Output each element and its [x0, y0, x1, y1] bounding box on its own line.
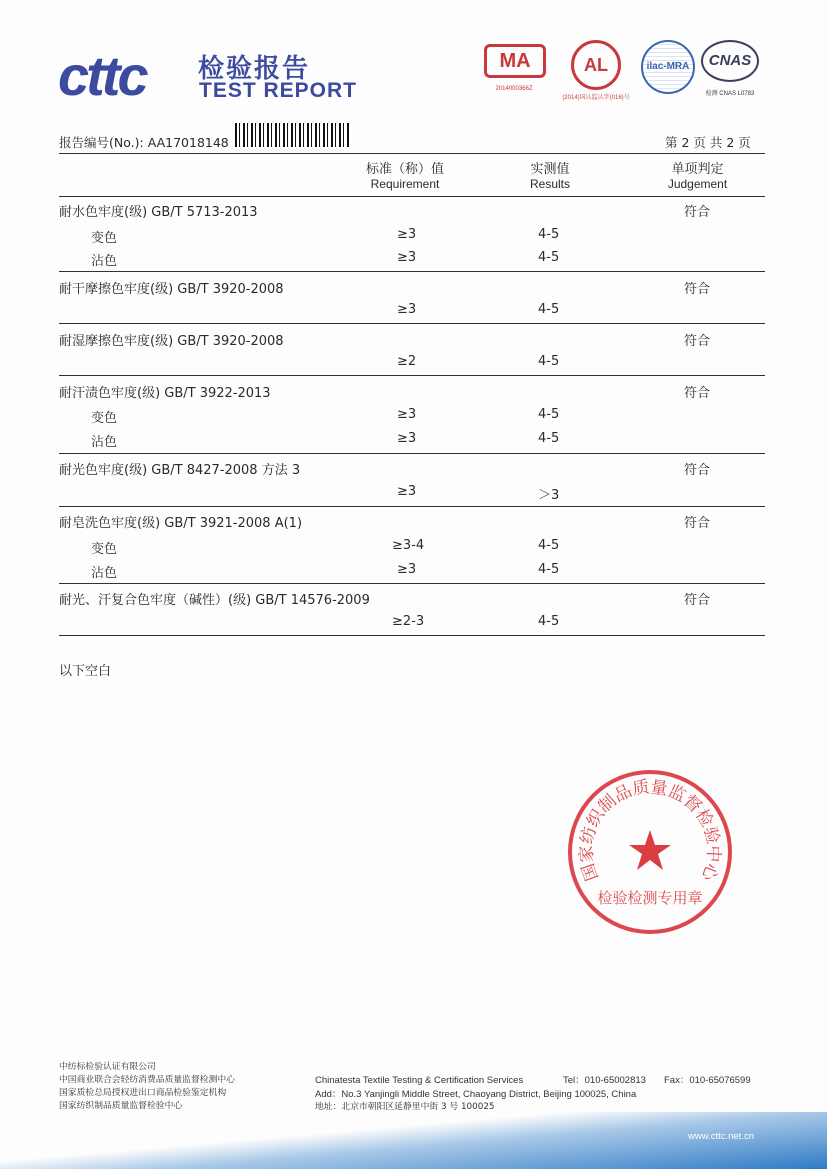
footer-org: 国家纺织制品质量监督检验中心	[59, 1101, 183, 1111]
row-label: 变色	[91, 231, 118, 246]
row-requirement: ≥2-3	[392, 614, 425, 629]
report-number: 报告编号(No.): AA17018148	[59, 135, 229, 150]
footer-address-cn: 地址：北京市朝阳区延静里中街 3 号 100025	[315, 1102, 495, 1112]
test-judgement: 符合	[684, 386, 711, 401]
test-name: 耐光、汗复合色牢度（碱性）(级) GB/T 14576-2009	[59, 593, 370, 608]
row-requirement: ≥3	[397, 562, 417, 577]
test-judgement: 符合	[684, 282, 711, 297]
test-name: 耐光色牢度(级) GB/T 8427-2008 方法 3	[59, 463, 301, 478]
row-label: 沾色	[91, 254, 118, 269]
row-result: 4-5	[538, 562, 560, 577]
test-judgement: 符合	[684, 334, 711, 349]
table-rule	[59, 453, 765, 454]
col-results: 实测值 Results	[529, 162, 570, 191]
table-rule	[59, 635, 765, 636]
row-label: 变色	[91, 542, 118, 557]
table-rule	[59, 323, 765, 324]
col-judgement: 单项判定 Judgement	[667, 162, 728, 191]
table-rule	[59, 375, 765, 376]
footer-tel: Tel：010-65002813	[563, 1075, 646, 1086]
row-result: 4-5	[538, 250, 560, 265]
row-result: 4-5	[538, 227, 560, 242]
footer-org: 中纺标检验认证有限公司	[59, 1062, 156, 1072]
cnas-mark: CNAS 检测 CNAS L0783	[698, 40, 762, 97]
footer-company-en: Chinatesta Textile Testing & Certification Services	[315, 1075, 524, 1086]
row-requirement: ≥3	[397, 227, 417, 242]
row-label: 变色	[91, 411, 118, 426]
footer-org: 国家质检总局授权进出口商品检验鉴定机构	[59, 1088, 227, 1098]
row-requirement: ≥3	[397, 250, 417, 265]
row-result: 4-5	[538, 354, 560, 369]
report-title-cn: 检验报告	[198, 54, 311, 84]
row-requirement: ≥3	[397, 431, 417, 446]
row-requirement: ≥3-4	[392, 538, 425, 553]
row-result: 4-5	[538, 302, 560, 317]
cttc-logo: cttc	[58, 44, 146, 107]
row-label: 沾色	[91, 435, 118, 450]
table-rule	[59, 506, 765, 507]
footer-address-en: Add：No.3 Yanjingli Middle Street, Chaoyang District, Beijing 100025, China	[315, 1089, 637, 1100]
table-rule	[59, 196, 765, 197]
test-name: 耐湿摩擦色牢度(级) GB/T 3920-2008	[59, 334, 284, 349]
end-note: 以下空白	[59, 664, 112, 679]
header-rule	[59, 153, 765, 154]
row-requirement: ≥3	[397, 484, 417, 499]
ilac-mra-mark: ilac-MRA	[640, 40, 696, 94]
footer-org: 中国商业联合会轻纺消费品质量监督检测中心	[59, 1075, 235, 1085]
cma-mark: MA 2014000366Z	[484, 44, 544, 92]
official-seal	[566, 768, 734, 936]
row-result: 4-5	[538, 407, 560, 422]
seal-bottom-text: 检验检测专用章	[597, 889, 703, 907]
footer-org-list	[59, 1061, 235, 1113]
footer-fax: Fax：010-65076599	[664, 1075, 751, 1086]
test-name: 耐水色牢度(级) GB/T 5713-2013	[59, 205, 258, 220]
row-requirement: ≥2	[397, 354, 417, 369]
row-result: 4-5	[538, 431, 560, 446]
row-result: 4-5	[538, 538, 560, 553]
barcode	[235, 123, 350, 147]
row-result: ＞3	[538, 488, 560, 503]
page-indicator: 第 2 页 共 2 页	[665, 135, 751, 150]
report-title-en: TEST REPORT	[199, 79, 358, 102]
test-judgement: 符合	[684, 463, 711, 478]
row-result: 4-5	[538, 614, 560, 629]
row-requirement: ≥3	[397, 407, 417, 422]
table-rule	[59, 583, 765, 584]
cal-mark: AL (2014)国认监认字(016)号	[556, 40, 636, 101]
test-name: 耐皂洗色牢度(级) GB/T 3921-2008 A(1)	[59, 516, 303, 531]
test-name: 耐干摩擦色牢度(级) GB/T 3920-2008	[59, 282, 284, 297]
row-requirement: ≥3	[397, 302, 417, 317]
row-label: 沾色	[91, 566, 118, 581]
test-name: 耐汗渍色牢度(级) GB/T 3922-2013	[59, 386, 271, 401]
seal-star-icon	[629, 830, 671, 870]
table-rule	[59, 271, 765, 272]
col-requirement: 标准（称）值 Requirement	[365, 162, 444, 191]
seal-ring-text: 国家纺织制品质量监督检验中心	[576, 777, 724, 884]
test-judgement: 符合	[684, 205, 711, 220]
test-judgement: 符合	[684, 516, 711, 531]
footer-website: www.cttc.net.cn	[688, 1131, 754, 1142]
test-judgement: 符合	[684, 593, 711, 608]
